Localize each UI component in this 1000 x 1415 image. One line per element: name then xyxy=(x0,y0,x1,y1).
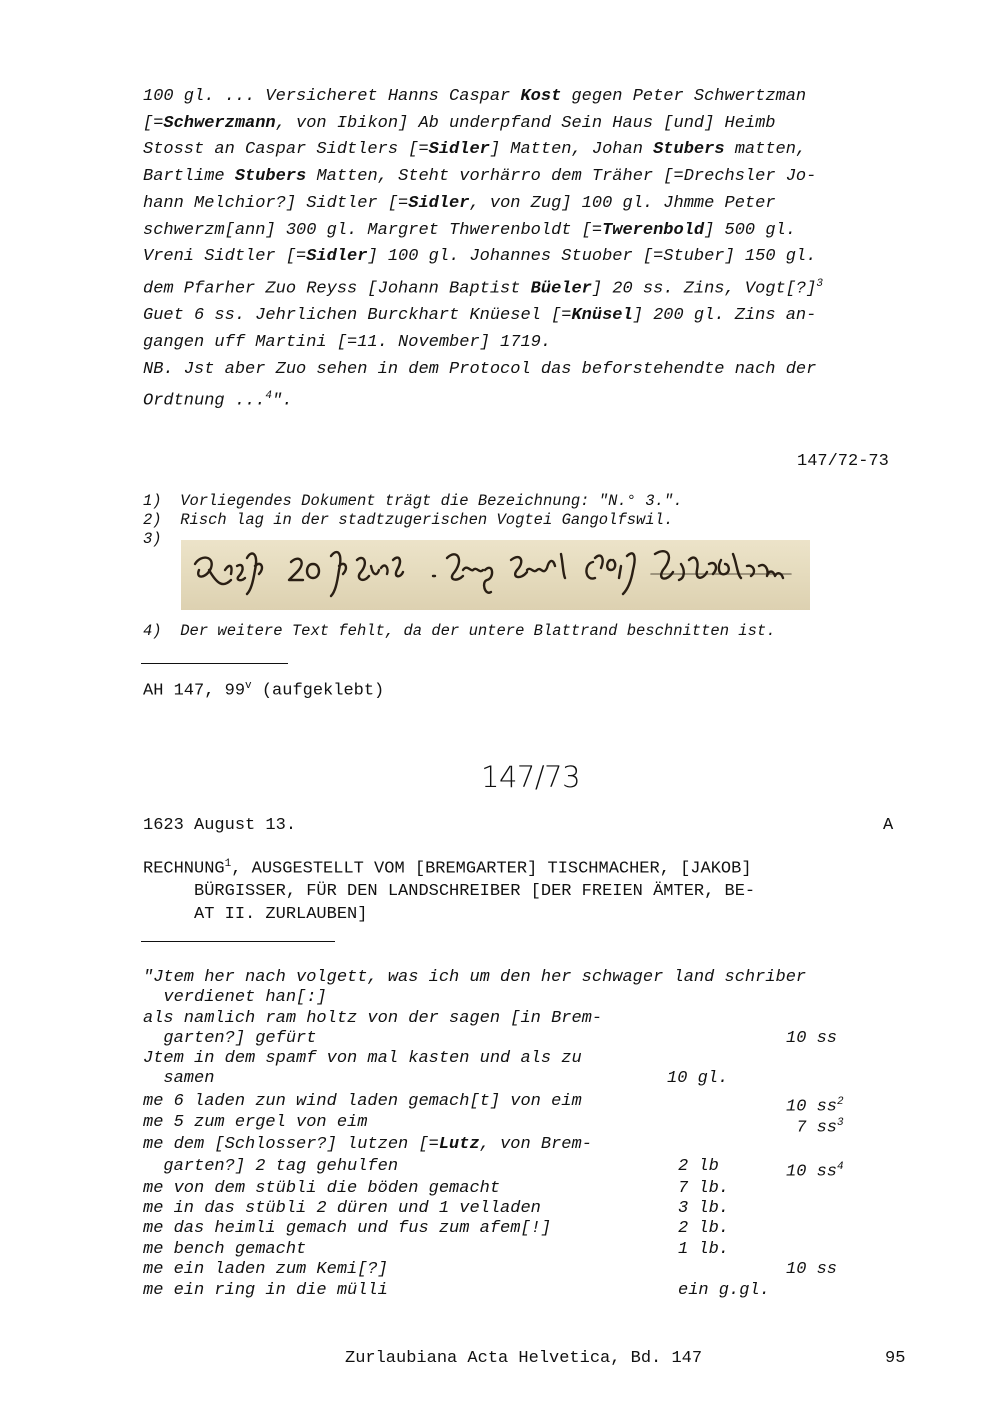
ledger-row: als namlich ram holtz von der sagen [in Brem- xyxy=(143,1009,603,1028)
document-letter: A xyxy=(883,816,894,835)
footnote-marker: 4 xyxy=(265,390,273,403)
paragraph-line: Bartlime Stubers Matten, Steht vorhärro dem Träher [=Drechsler Jo- xyxy=(143,167,817,187)
paragraph-line: hann Melchior?] Sidtler [=Sidler, von Zug] 100 gl. Jhmme Peter xyxy=(143,193,776,213)
footnote-3: 3) xyxy=(143,530,162,548)
ledger-row: me 5 zum ergel von eim xyxy=(143,1113,368,1132)
ledger-row: Jtem in dem spamf von mal kasten und als zu xyxy=(143,1049,582,1068)
ledger-row: "Jtem her nach volgett, was ich um den her schwager land schriber xyxy=(143,968,807,987)
ledger-row: me von dem stübli die böden gemacht xyxy=(143,1179,501,1198)
ledger-row: me in das stübli 2 düren und 1 velladen xyxy=(143,1199,541,1218)
footnote-marker: 1 xyxy=(224,858,232,870)
paragraph-line: Vreni Sidtler [=Sidler] 100 gl. Johannes Stuober [=Stuber] 150 gl. xyxy=(143,247,817,267)
footnote-marker: 4 xyxy=(837,1161,844,1173)
ledger-amount-lb: 2 lb xyxy=(678,1157,719,1176)
document-heading xyxy=(143,853,755,926)
ledger-row: garten?] 2 tag gehulfen xyxy=(143,1157,399,1176)
handwriting-script xyxy=(181,540,810,610)
bold-name: Stubers xyxy=(653,140,725,160)
source-reference: AH 147, 99$^v$ (aufgeklebt) xyxy=(143,680,385,701)
paragraph-line: Stosst an Caspar Sidtlers [=Sidler] Matten, Johan Stubers matten, xyxy=(143,140,807,160)
paragraph-line: [=Schwerzmann, von Ibikon] Ab underpfand Sein Haus [und] Heimb xyxy=(143,113,776,133)
document-reference: 147/72-73 xyxy=(797,452,889,471)
ledger-row: me 6 laden zun wind laden gemach[t] von eim xyxy=(143,1092,582,1111)
bold-name: Sidler xyxy=(306,247,368,267)
bold-name: Kost xyxy=(520,87,562,106)
ledger-amount-ss: 10 $ss^4$ xyxy=(786,1161,844,1182)
ledger-amount-ss: 10 ss xyxy=(786,1029,838,1048)
bold-name: Sidler xyxy=(408,193,470,213)
footnote-2: 2) Risch lag in der stadtzugerischen Vogtei Gangolfswil. xyxy=(143,511,674,529)
paragraph-line: gangen uff Martini [=11. November] 1719. xyxy=(143,332,552,352)
bold-name: Schwerzmann xyxy=(163,113,276,133)
ledger-row: garten?] gefürt xyxy=(143,1029,317,1048)
footnote-marker: 2 xyxy=(837,1096,844,1108)
ledger-amount-ss: 10 ss xyxy=(786,1260,838,1279)
top-paragraph xyxy=(143,84,823,416)
ledger-amount-lb: ein g.gl. xyxy=(678,1281,770,1300)
footnote-divider xyxy=(141,663,288,664)
paragraph-line: NB. Jst aber Zuo sehen in dem Protocol das beforstehendte nach der xyxy=(143,359,817,379)
bold-name: Büeler xyxy=(530,279,592,299)
footer-title: Zurlaubiana Acta Helvetica, Bd. 147 xyxy=(345,1349,703,1368)
ledger-amount-ss: 7 $ss^3$ xyxy=(786,1117,844,1138)
footnote-4: 4) Der weitere Text fehlt, da der untere Blattrand beschnitten ist. xyxy=(143,622,776,640)
paragraph-line: 100 gl. ... Versicheret Hanns Caspar Kost gegen Peter Schwertzman xyxy=(143,87,807,106)
document-title: 147/73 xyxy=(481,760,581,794)
ledger-amount-lb: 1 lb. xyxy=(678,1240,730,1259)
ledger-row: me das heimli gemach und fus zum afem[!] xyxy=(143,1219,552,1238)
paragraph-line: Ordtnung ...$^4$". xyxy=(143,390,293,412)
ledger-row: verdienet han[:] xyxy=(143,988,327,1007)
ledger-amount-lb: 2 lb. xyxy=(678,1219,730,1238)
bold-name: Lutz xyxy=(438,1135,480,1154)
bold-name: Twerenbold xyxy=(602,220,705,240)
ledger-amount-lb: 10 gl. xyxy=(667,1069,729,1088)
ledger-amount-lb: 3 lb. xyxy=(678,1199,730,1218)
handwriting-scan-image xyxy=(181,540,810,610)
paragraph-line: schwerzm[ann] 300 gl. Margret Thwerenboldt [=Twerenbold] 500 gl. xyxy=(143,220,796,240)
document-date: 1623 August 13. xyxy=(143,816,297,835)
heading-line: BÜRGISSER, FÜR DEN LANDSCHREIBER [DER FREIEN ÄMTER, BE- xyxy=(143,882,756,902)
ledger-row: me ein ring in die mülli xyxy=(143,1281,388,1300)
ledger-row: me ein laden zum Kemi[?] xyxy=(143,1260,388,1279)
ledger-amount-ss: 10 $ss^2$ xyxy=(786,1096,844,1117)
ledger-amount-lb: 7 lb. xyxy=(678,1179,730,1198)
heading-line: AT II. ZURLAUBEN] xyxy=(143,904,368,924)
ledger-row: samen xyxy=(143,1069,215,1088)
ledger xyxy=(143,968,903,1308)
ledger-row: me dem [Schlosser?] lutzen [=Lutz, von Brem- xyxy=(143,1135,592,1154)
footnote-1: 1) Vorliegendes Dokument trägt die Bezeichnung: "N.° 3.". xyxy=(143,492,683,510)
heading-divider xyxy=(141,941,335,942)
bold-name: Sidler xyxy=(428,140,490,160)
paragraph-line: Guet 6 ss. Jehrlichen Burckhart Knüesel [=Knüsel] 200 gl. Zins an- xyxy=(143,306,817,326)
footnote-marker: 3 xyxy=(816,277,823,290)
heading-line: RECHNUNG$^1$, AUSGESTELLT VOM [BREMGARTER] TISCHMACHER, [JAKOB] xyxy=(143,858,752,879)
footnote-marker: 3 xyxy=(837,1117,844,1129)
page-number: 95 xyxy=(885,1349,906,1368)
ledger-row: me bench gemacht xyxy=(143,1240,307,1259)
bold-name: Knüsel xyxy=(571,306,633,326)
paragraph-line: dem Pfarher Zuo Reyss [Johann Baptist Büeler] 20 ss. Zins, Vogt[?]$^3$ xyxy=(143,277,823,299)
bold-name: Stubers xyxy=(234,167,307,187)
